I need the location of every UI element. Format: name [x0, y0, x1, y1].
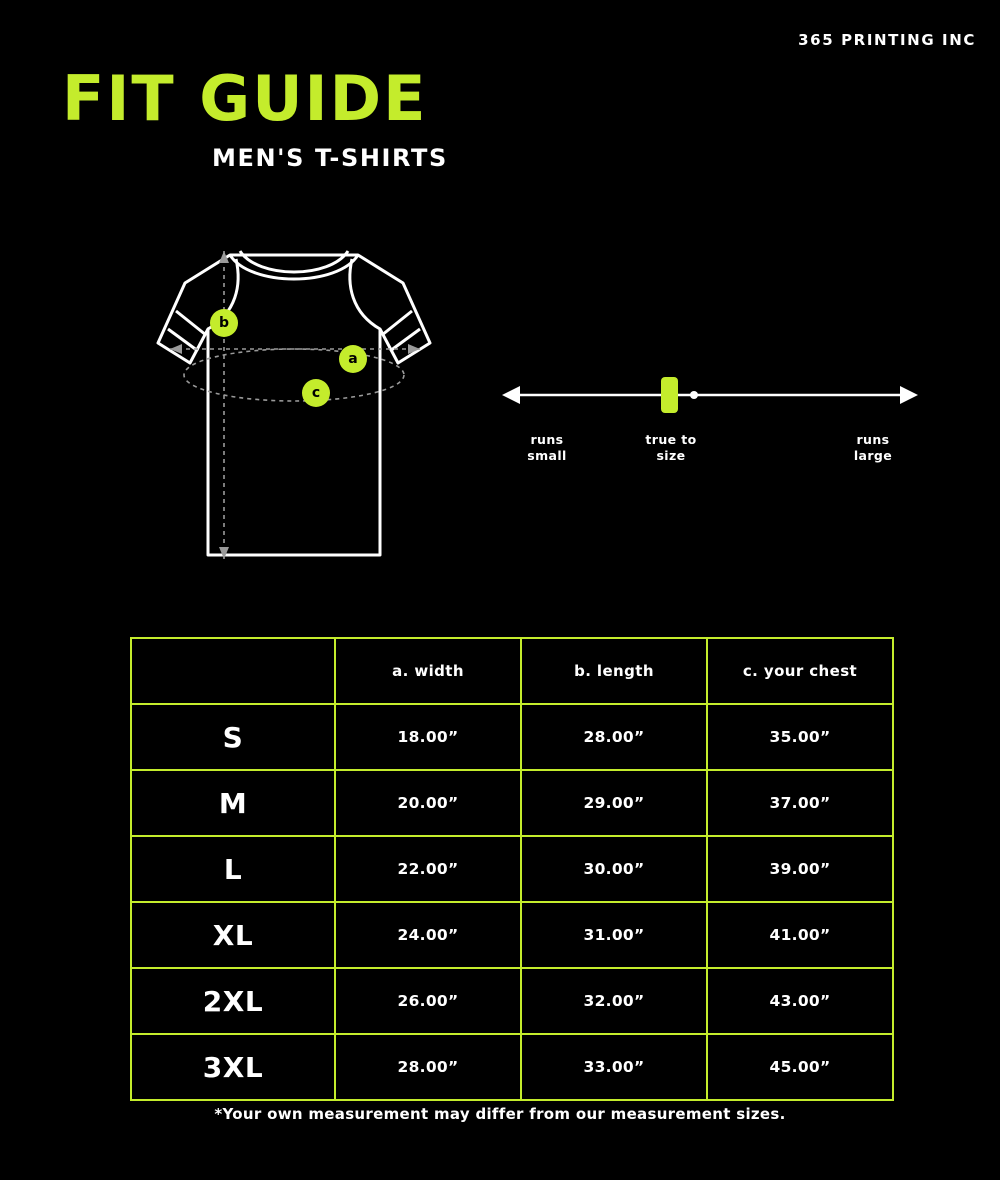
chest-value: 41.00” [707, 902, 893, 968]
table-row [131, 770, 893, 836]
fit-scale-arrow-icon [500, 360, 920, 430]
size-label: XL [131, 902, 335, 968]
width-value: 28.00” [335, 1034, 521, 1100]
fit-scale-dot [690, 391, 698, 399]
length-value: 33.00” [521, 1034, 707, 1100]
tshirt-outline-icon [90, 225, 490, 585]
fit-scale-marker [661, 377, 678, 413]
page-title: FIT GUIDE [62, 62, 428, 135]
width-value: 18.00” [335, 704, 521, 770]
table-header-width: a. width [335, 638, 521, 704]
table-row [131, 704, 893, 770]
length-value: 32.00” [521, 968, 707, 1034]
size-table-wrap [130, 637, 892, 1101]
size-label: 3XL [131, 1034, 335, 1100]
table-header-row [131, 638, 893, 704]
badge-chest-c: c [302, 379, 330, 407]
table-row [131, 836, 893, 902]
fit-scale-label-small-line2: small [527, 447, 567, 463]
table-header-blank [131, 638, 335, 704]
chest-value: 39.00” [707, 836, 893, 902]
fit-scale-label-large [828, 432, 918, 463]
chest-value: 45.00” [707, 1034, 893, 1100]
fit-scale-label-large-line1: runs [856, 432, 890, 447]
size-label: L [131, 836, 335, 902]
width-value: 22.00” [335, 836, 521, 902]
width-value: 26.00” [335, 968, 521, 1034]
table-row [131, 902, 893, 968]
size-label: 2XL [131, 968, 335, 1034]
chest-value: 43.00” [707, 968, 893, 1034]
fit-scale-label-true [624, 432, 718, 463]
table-header-chest: c. your chest [707, 638, 893, 704]
measurement-footnote: *Your own measurement may differ from our measurement sizes. [214, 1105, 786, 1123]
table-row [131, 1034, 893, 1100]
fit-scale-label-small [502, 432, 592, 463]
tshirt-diagram [90, 225, 490, 585]
width-value: 24.00” [335, 902, 521, 968]
size-label: S [131, 704, 335, 770]
fit-scale-label-small-line1: runs [530, 432, 564, 447]
chest-value: 35.00” [707, 704, 893, 770]
fit-scale [500, 360, 920, 480]
table-row [131, 968, 893, 1034]
length-value: 31.00” [521, 902, 707, 968]
fit-scale-label-large-line2: large [853, 447, 893, 463]
badge-width-a: a [339, 345, 367, 373]
length-value: 30.00” [521, 836, 707, 902]
width-value: 20.00” [335, 770, 521, 836]
brand-name: 365 PRINTING INC [798, 31, 976, 49]
badge-length-b: b [210, 309, 238, 337]
length-value: 29.00” [521, 770, 707, 836]
fit-scale-label-true-line2: size [656, 447, 686, 463]
chest-value: 37.00” [707, 770, 893, 836]
length-value: 28.00” [521, 704, 707, 770]
page-subtitle: MEN'S T-SHIRTS [212, 144, 448, 172]
table-header-length: b. length [521, 638, 707, 704]
size-table [130, 637, 894, 1101]
fit-scale-label-true-line1: true to [645, 432, 697, 447]
size-label: M [131, 770, 335, 836]
